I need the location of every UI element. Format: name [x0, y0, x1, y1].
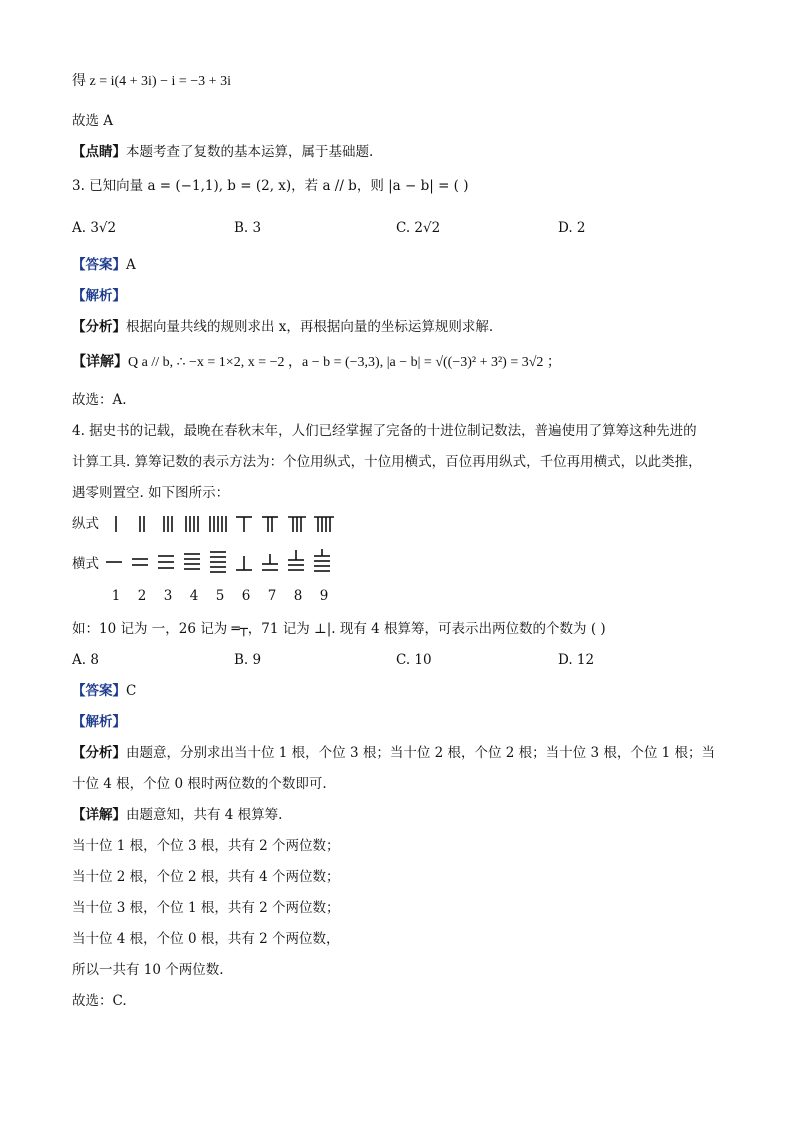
equation-line: 得 z = i(4 + 3i) − i = −3 + 3i [72, 74, 231, 89]
q4-jiexi-tag: 【解析】 [72, 714, 126, 730]
dianjing-line [72, 142, 373, 162]
q4-answer-value: C [126, 683, 137, 699]
vertical-rod-5 [210, 516, 226, 532]
horizontal-rod-8 [288, 550, 304, 570]
q4-case-2: 当十位 2 根，个位 2 根，共有 4 个两位数； [72, 869, 340, 885]
q4-conclusion: 故选：C. [72, 993, 127, 1009]
q3-jiexi [72, 286, 126, 306]
q4-option-a: A. 8 [72, 652, 99, 668]
q3-xiangjie [72, 353, 561, 373]
horizontal-rod-4 [184, 554, 200, 569]
q4-fenxi-tag: 【分析】 [72, 745, 126, 761]
vertical-rod-8 [288, 517, 306, 532]
q3-option-c: C. 2√2 [396, 220, 441, 236]
q3-jiexi-tag: 【解析】 [72, 288, 126, 304]
vertical-rods-figure [108, 512, 338, 536]
q3-answer [72, 255, 136, 275]
vertical-rod-4 [186, 516, 198, 532]
q4-fenxi-text-1: 由题意，分别求出当十位 1 根，个位 3 根；当十位 2 根，个位 2 根；当十位 3 根，个位 1 根；当 [126, 745, 716, 761]
q4-case-1: 当十位 1 根，个位 3 根，共有 2 个两位数； [72, 838, 340, 854]
vertical-rod-2 [140, 516, 144, 532]
q4-answer-tag: 【答案】 [72, 683, 126, 699]
q3-conclusion: 故选：A. [72, 392, 127, 408]
q4-option-c: C. 10 [396, 652, 432, 668]
q3-fenxi [72, 317, 493, 337]
vertical-rod-9 [314, 517, 334, 532]
q4-case-3: 当十位 3 根，个位 1 根，共有 2 个两位数； [72, 900, 340, 916]
horizontal-rod-5 [210, 552, 226, 572]
q3-option-d: D. 2 [558, 220, 586, 236]
q3-fenxi-text: 根据向量共线的规则求出 x，再根据向量的坐标运算规则求解. [126, 319, 494, 335]
q3-stem: 3. 已知向量 a = (−1,1), b = (2, x)，若 a // b，则 |a − b| = ( ) [72, 178, 469, 194]
digit-7: 7 [267, 588, 277, 604]
q3-xiangjie-text: Q a // b, ∴ −x = 1×2, x = −2 ，a − b = (−3,3), |a − b| = √((−3)² + 3²) = 3√2 ； [128, 355, 561, 370]
q4-stem-line-3: 遇零则置空. 如下图所示： [72, 485, 230, 501]
digit-2: 2 [137, 588, 147, 604]
q4-jiexi [72, 712, 126, 732]
q4-option-b: B. 9 [234, 652, 262, 668]
digit-6: 6 [241, 588, 251, 604]
q4-option-d: D. 12 [558, 652, 595, 668]
q3-xiangjie-tag: 【详解】 [72, 355, 128, 370]
q4-fenxi-line-2: 十位 4 根，个位 0 根时两位数的个数即可. [72, 776, 327, 792]
q4-xiangjie-text: 由题意知，共有 4 根算筹. [126, 807, 283, 823]
dianjing-tag: 【点睛】 [72, 144, 126, 160]
choose-line: 故选 A [72, 113, 114, 129]
q3-option-b: B. 3 [234, 220, 262, 236]
q4-answer [72, 681, 136, 701]
q4-fenxi-line-1 [72, 743, 715, 763]
horizontal-rod-9 [314, 549, 330, 571]
horizontal-rods-figure [104, 548, 344, 578]
digit-4: 4 [189, 588, 199, 604]
digit-5: 5 [215, 588, 225, 604]
horizontal-style-label: 横式 [72, 556, 99, 572]
q4-xiangjie-tag: 【详解】 [72, 807, 126, 823]
vertical-style-label: 纵式 [72, 516, 99, 532]
q4-total: 所以一共有 10 个两位数. [72, 962, 224, 978]
horizontal-rod-2 [132, 559, 148, 565]
vertical-rod-3 [164, 516, 172, 532]
horizontal-rod-7 [262, 554, 278, 570]
q4-stem-line-2: 计算工具. 算筹记数的表示方法为：个位用纵式，十位用横式，百位再用纵式，千位再用横式，以此类推， [72, 454, 702, 470]
dianjing-text: 本题考查了复数的基本运算，属于基础题. [126, 144, 374, 160]
digit-1: 1 [111, 588, 121, 604]
q3-option-a: A. 3√2 [72, 220, 117, 236]
vertical-rod-6 [236, 517, 252, 532]
q4-example: 如：10 记为 一，26 记为 ═┬，71 记为 ⊥|. 现有 4 根算筹，可表示出两位数的个数为 ( ) [72, 621, 606, 637]
digit-9: 9 [319, 588, 329, 604]
horizontal-rod-6 [236, 556, 252, 570]
q4-xiangjie [72, 805, 282, 825]
q3-answer-value: A [126, 257, 136, 273]
digit-8: 8 [293, 588, 303, 604]
q4-case-4: 当十位 4 根，个位 0 根，共有 2 个两位数， [72, 931, 340, 947]
q3-answer-tag: 【答案】 [72, 257, 126, 273]
vertical-rod-7 [262, 517, 278, 532]
q4-stem-line-1: 4. 据史书的记载，最晚在春秋末年，人们已经掌握了完备的十进位制记数法，普遍使用了算筹这种先进的 [72, 423, 697, 439]
q3-fenxi-tag: 【分析】 [72, 319, 126, 335]
digit-3: 3 [163, 588, 173, 604]
horizontal-rod-3 [158, 556, 174, 568]
